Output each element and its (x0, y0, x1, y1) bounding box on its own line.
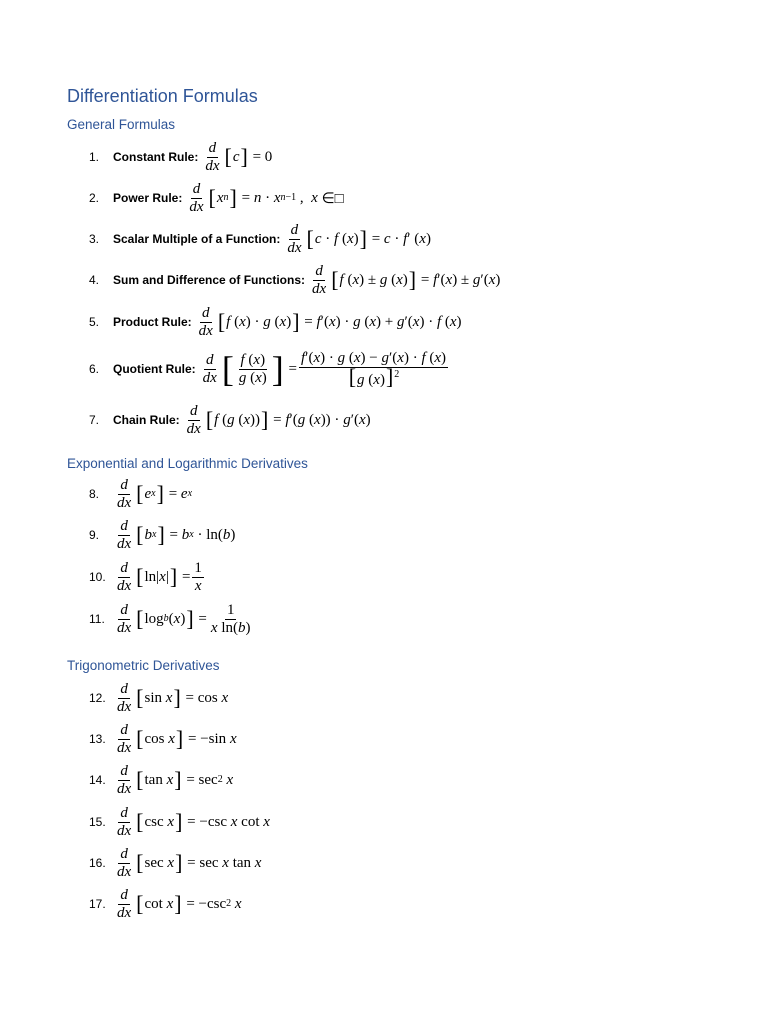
formula: $\frac{d}{dx}$ [ f ( x ) ± g ( x ) ] = f ′( x ) ± g ′( x ) (312, 262, 501, 297)
item-name: Sum and Difference of Functions: (113, 273, 306, 287)
formula: $\frac{d}{dx}$ [ cot x ] = −csc 2 x (117, 886, 242, 921)
formula-item (89, 137, 272, 177)
formula: $\frac{d}{dx}$ [ x n ] = n · x n−1 , x ∈□ (189, 180, 344, 215)
formula-item (89, 302, 462, 342)
formula-item (89, 343, 450, 395)
formula: $\frac{d}{dx}$ [ tan x ] = sec 2 x (117, 762, 234, 797)
formula: $\frac{d}{dx}$ [ f ( g ( x )) ] = f ′( g ( x )) · g ′( x ) (186, 402, 371, 437)
item-name: Product Rule: (113, 315, 192, 329)
formula-item (89, 515, 235, 555)
formula-item (89, 719, 237, 759)
item-number: 16. (89, 856, 106, 870)
formula-item (89, 400, 371, 440)
formula: $\frac{d}{dx}$ [ ln| x | ] = $\frac{1}{x}$ (117, 559, 202, 594)
item-number: 15. (89, 815, 106, 829)
item-number: 4. (89, 273, 100, 287)
formula-item (89, 260, 500, 300)
item-number: 7. (89, 413, 100, 427)
formula-item (89, 678, 228, 718)
section-heading-trig: Trigonometric Derivatives (67, 658, 220, 673)
page-title: Differentiation Formulas (67, 86, 258, 106)
formula-item (89, 599, 254, 639)
item-number: 1. (89, 150, 100, 164)
item-number: 2. (89, 191, 100, 205)
formula: $\frac{d}{dx}$ [ b x ] = b x · ln( b ) (117, 517, 236, 552)
item-name: Power Rule: (113, 191, 183, 205)
item-number: 12. (89, 691, 106, 705)
formula-item (89, 843, 261, 883)
formula: $\frac{d}{dx}$ [ e x ] = e x (117, 476, 193, 511)
formula: $\frac{d}{dx}$ [ c · f ( x ) ] = c · f ′ ( x ) (287, 221, 431, 256)
item-number: 3. (89, 232, 100, 246)
formula-item (89, 178, 344, 218)
item-number: 17. (89, 897, 106, 911)
item-number: 9. (89, 528, 100, 542)
formula: $\frac{d}{dx}$ [ csc x ] = −csc x cot x (117, 804, 270, 839)
formula: $\frac{d}{dx}$ [ f ( x ) · g ( x ) ] = f ′( x ) · g ( x ) + g ′( x ) · f ( x ) (198, 304, 462, 339)
item-name: Quotient Rule: (113, 362, 196, 376)
item-name: Scalar Multiple of a Function: (113, 232, 281, 246)
formula-item (89, 219, 431, 259)
formula: $\frac{d}{dx}$ [ log b ( x ) ] = $\frac{1}{\text{x ln(b)}}$ (117, 601, 251, 636)
item-number: 10. (89, 570, 106, 584)
formula-item (89, 760, 233, 800)
item-name: Chain Rule: (113, 413, 180, 427)
formula: $\frac{d}{dx}$ [ sec x ] = sec x tan x (117, 845, 262, 880)
formula: $\frac{d}{dx}$ [ $\frac{f (x)}{g (x)}$ ] = $\frac{f'(x) \cdot g (x) - g'(x) \cdot f (x)}{[g (x)]^2}$ (202, 349, 447, 389)
item-number: 5. (89, 315, 100, 329)
item-number: 13. (89, 732, 106, 746)
item-number: 14. (89, 773, 106, 787)
item-name: Constant Rule: (113, 150, 199, 164)
formula: $\frac{d}{dx}$ [ c ] = 0 (205, 139, 273, 174)
section-heading-exp-log: Exponential and Logarithmic Derivatives (67, 456, 308, 471)
item-number: 8. (89, 487, 100, 501)
section-heading-general: General Formulas (67, 117, 176, 132)
formula-item (89, 557, 206, 597)
formula: $\frac{d}{dx}$ [ cos x ] = −sin x (117, 721, 237, 756)
formula-item (89, 474, 192, 514)
formula-item (89, 802, 270, 842)
item-number: 11. (89, 612, 105, 626)
item-number: 6. (89, 362, 100, 376)
formula-item (89, 884, 242, 924)
formula: $\frac{d}{dx}$ [ sin x ] = cos x (117, 680, 229, 715)
